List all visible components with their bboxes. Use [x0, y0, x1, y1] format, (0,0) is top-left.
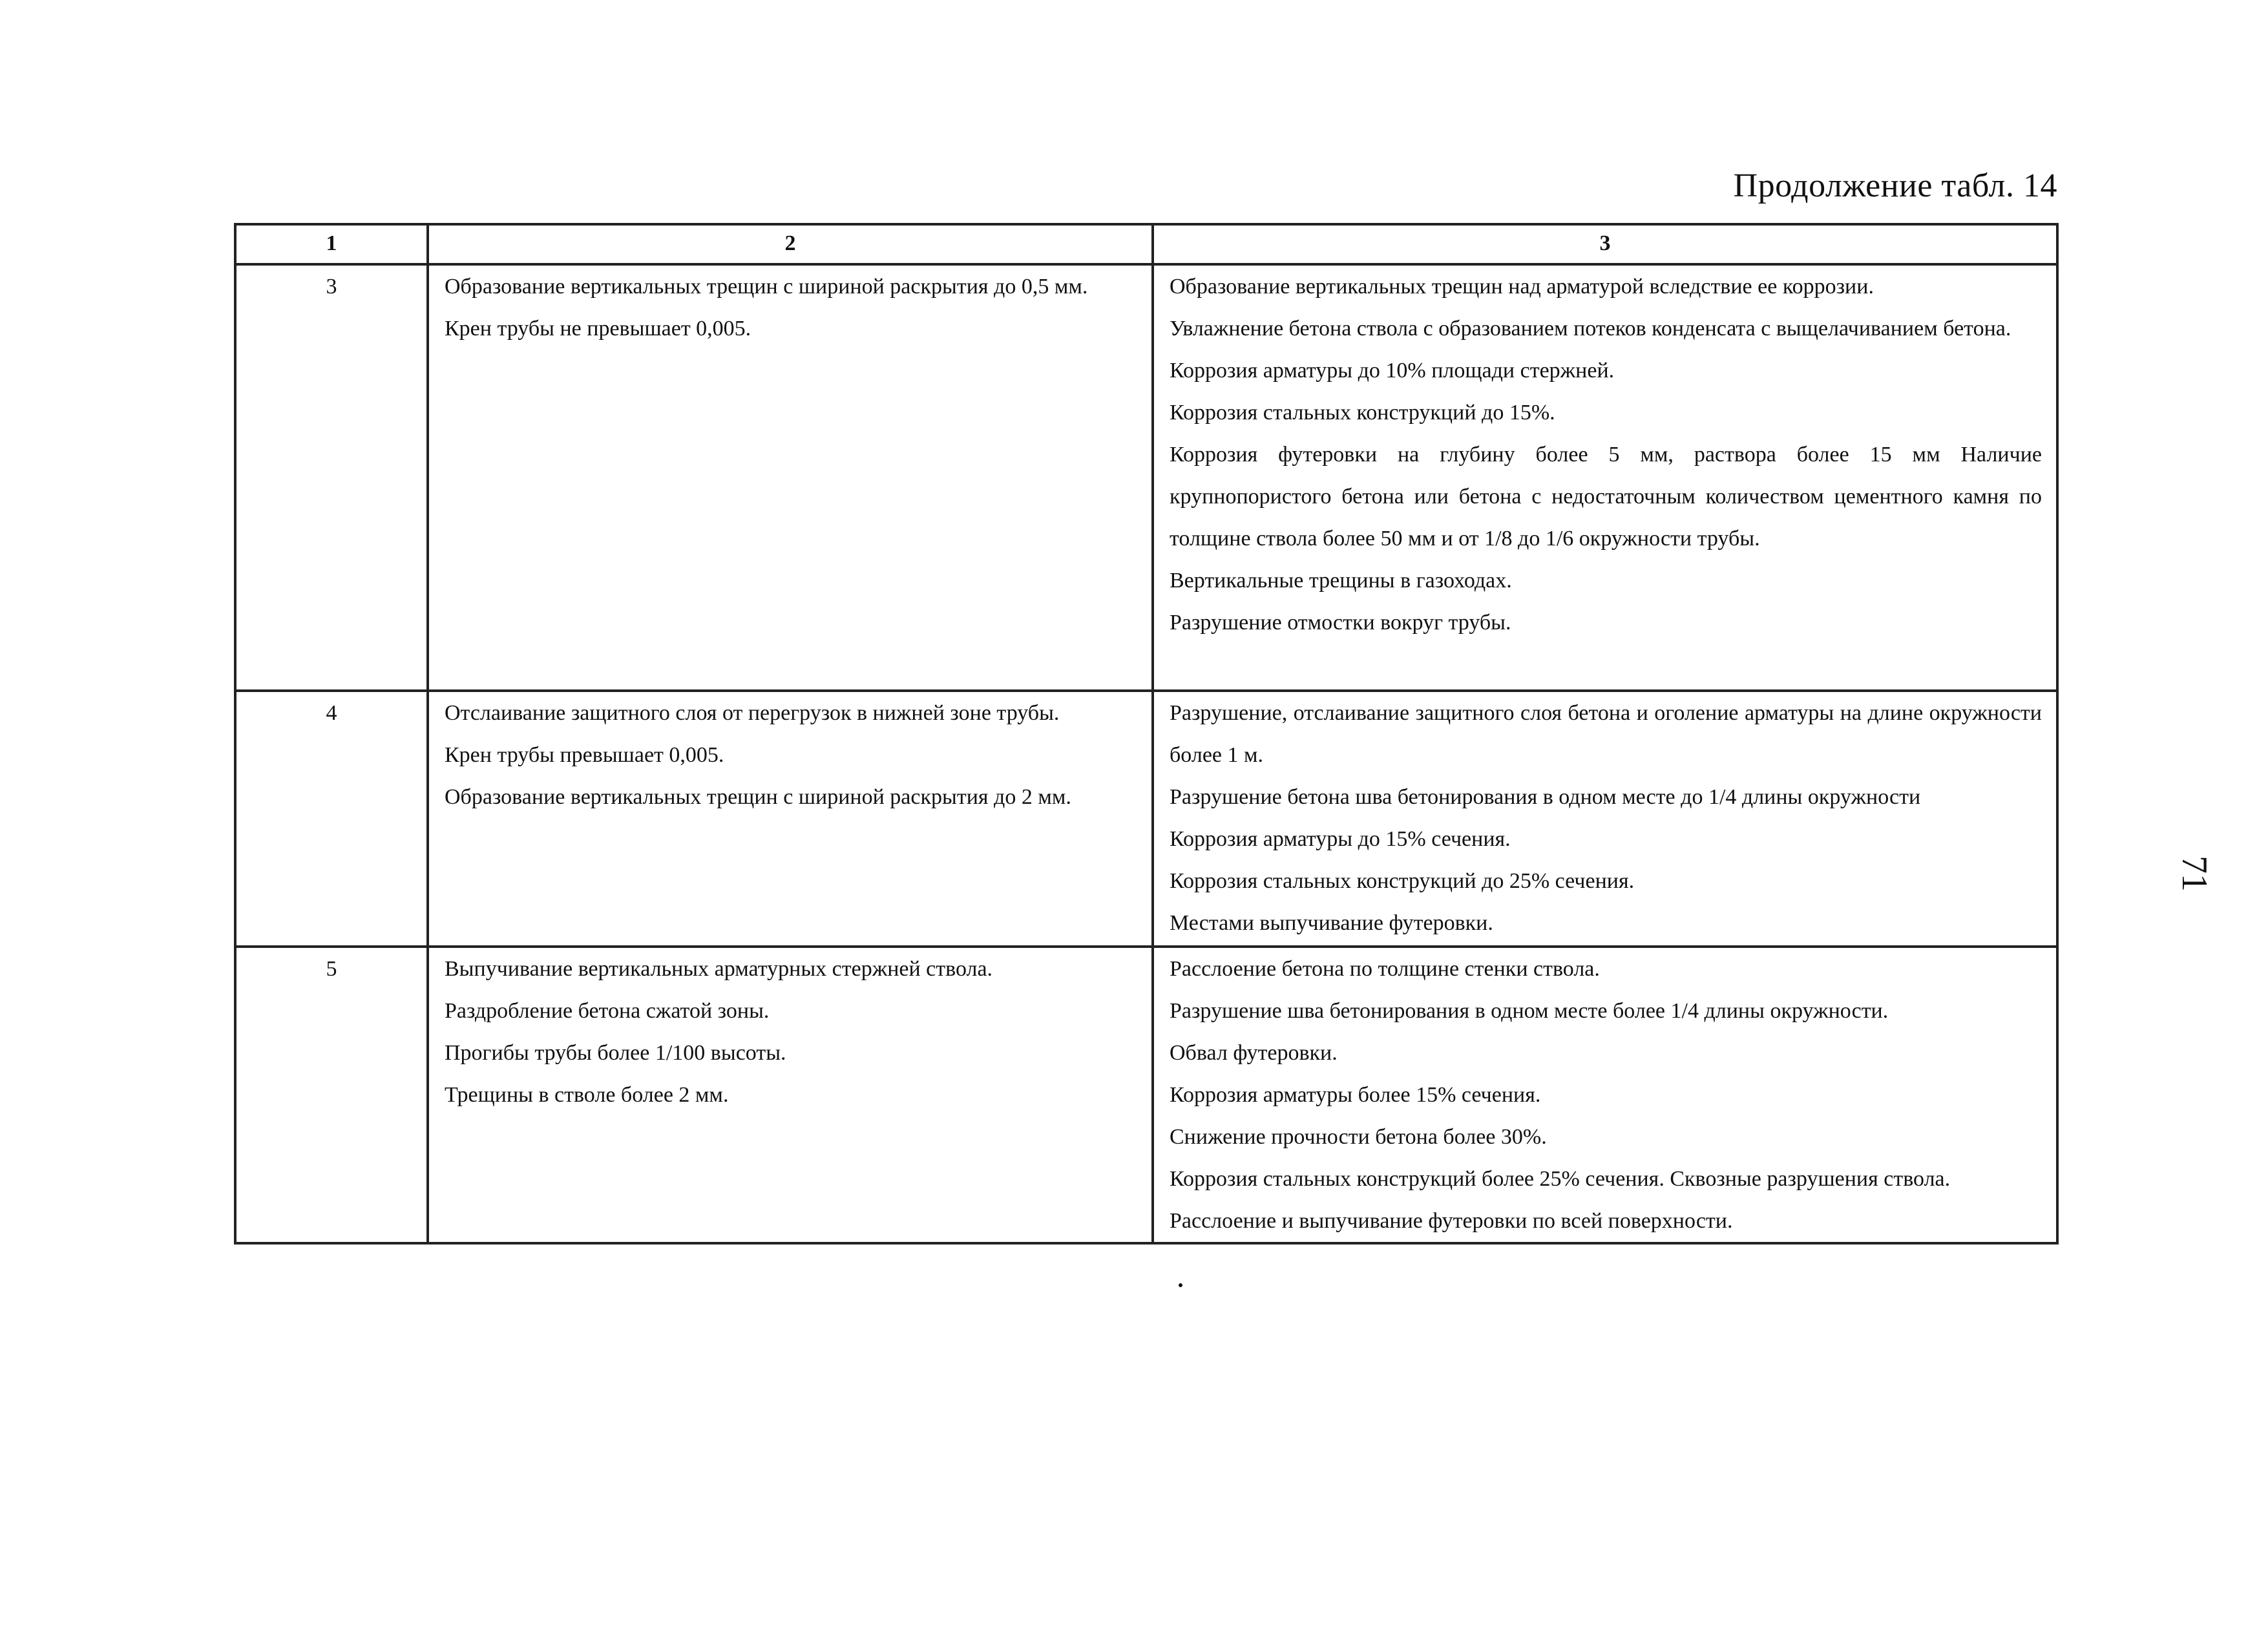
list-item: Разрушение, отслаивание защитного слоя бетона и оголение арматуры на длине окружности более 1 м. [1170, 701, 2042, 767]
header-col-3: 3 [1153, 224, 2057, 264]
list-item: Коррозия арматуры до 10% площади стержней. [1170, 359, 1615, 383]
page-number: 71 [2174, 856, 2214, 892]
table-row [235, 947, 2057, 1243]
header-row [235, 224, 2057, 264]
list-item: Снижение прочности бетона более 30%. [1170, 1125, 1547, 1149]
list-item: Крен трубы превышает 0,005. [445, 743, 724, 767]
list-item: Расслоение и выпучивание футеровки по всей поверхности. [1170, 1209, 1733, 1233]
list-item: Образование вертикальных трещин над арматурой вследствие ее коррозии. [1170, 275, 1874, 299]
list-item: Разрушение бетона шва бетонирования в одном месте до 1/4 длины окружности [1170, 785, 1921, 809]
list-item: Коррозия арматуры более 15% сечения. [1170, 1083, 1541, 1107]
list-item: Коррозия арматуры до 15% сечения. [1170, 827, 1511, 851]
list-item: Расслоение бетона по толщине стенки ствола. [1170, 957, 1600, 981]
table-row [235, 264, 2057, 691]
list-item: Раздробление бетона сжатой зоны. [445, 999, 770, 1023]
row-number: 4 [235, 691, 428, 947]
row-features-cell [428, 264, 1153, 691]
scan-speck [1179, 1283, 1182, 1287]
row-damage-cell [1153, 947, 2057, 1243]
list-item: Крен трубы не превышает 0,005. [445, 317, 751, 341]
row-damage-cell [1153, 264, 2057, 691]
row-number: 3 [235, 264, 428, 691]
list-item: Отслаивание защитного слоя от перегрузок в нижней зоне трубы. [445, 701, 1060, 725]
condition-table [234, 223, 2059, 1245]
list-item: Коррозия футеровки на глубину более 5 мм, раствора более 15 мм Наличие крупнопористого бетона или бетона с недостаточным количеством цементного камня по толщине ствола более 50 мм и от 1/8 до 1/6 окружности трубы. [1170, 443, 2042, 551]
list-item: Обвал футеровки. [1170, 1041, 1338, 1065]
table-caption: Продолжение табл. 14 [1733, 167, 2057, 204]
list-item: Местами выпучивание футеровки. [1170, 911, 1493, 935]
list-item: Вертикальные трещины в газоходах. [1170, 569, 1512, 593]
table-row [235, 691, 2057, 947]
list-item: Увлажнение бетона ствола с образованием потеков конденсата с выщелачиванием бетона. [1170, 317, 2011, 341]
list-item: Прогибы трубы более 1/100 высоты. [445, 1041, 786, 1065]
row-number: 5 [235, 947, 428, 1243]
list-item: Образование вертикальных трещин с шириной раскрытия до 2 мм. [445, 785, 1071, 809]
row-damage-cell [1153, 691, 2057, 947]
list-item: Разрушение отмостки вокруг трубы. [1170, 611, 1511, 635]
list-item: Коррозия стальных конструкций до 25% сечения. [1170, 869, 1635, 893]
list-item: Трещины в стволе более 2 мм. [445, 1083, 729, 1107]
row-features-cell [428, 947, 1153, 1243]
header-col-1: 1 [235, 224, 428, 264]
list-item: Разрушение шва бетонирования в одном месте более 1/4 длины окружности. [1170, 999, 1889, 1023]
list-item: Коррозия стальных конструкций более 25% сечения. Сквозные разрушения ствола. [1170, 1167, 1951, 1191]
list-item: Образование вертикальных трещин с шириной раскрытия до 0,5 мм. [445, 275, 1088, 299]
list-item: Коррозия стальных конструкций до 15%. [1170, 401, 1555, 425]
header-col-2: 2 [428, 224, 1153, 264]
list-item: Выпучивание вертикальных арматурных стержней ствола. [445, 957, 993, 981]
row-features-cell [428, 691, 1153, 947]
